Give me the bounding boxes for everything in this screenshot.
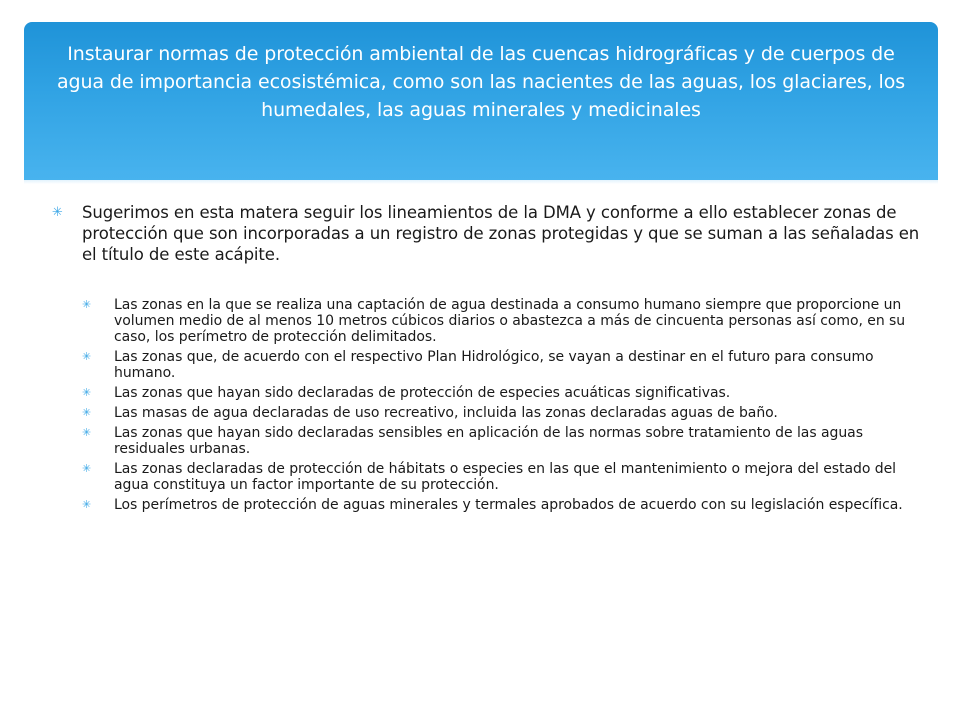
bullet-icon: ✳ (82, 462, 92, 475)
sub-bullet-item (82, 405, 922, 421)
title-band-fade (24, 170, 938, 184)
slide-content (52, 202, 922, 517)
sub-point-text: Las zonas que hayan sido declaradas de protección de especies acuáticas significativas. (114, 385, 731, 401)
bullet-icon: ✳ (82, 386, 92, 399)
main-point-text: Sugerimos en esta matera seguir los lineamientos de la DMA y conforme a ello establecer zonas de protección que son incorporadas a un registro de zonas protegidas y que se suman a las señaladas en el título de este acápite. (82, 203, 920, 264)
sub-bullet-item (82, 497, 922, 513)
sub-bullet-item (82, 385, 922, 401)
bullet-icon: ✳ (82, 350, 92, 363)
bullet-icon: ✳ (82, 298, 92, 311)
bullet-icon: ✳ (82, 498, 92, 511)
sub-point-text: Las zonas en la que se realiza una captación de agua destinada a consumo humano siempre que proporcione un volumen medio de al menos 10 metros cúbicos diarios o abastezca a más de cincuenta personas así como, en su caso, los perímetro de protección delimitados. (114, 297, 906, 345)
bullet-icon: ✳ (82, 426, 92, 439)
sub-bullet-list (52, 297, 922, 513)
sub-point-text: Las zonas que, de acuerdo con el respectivo Plan Hidrológico, se vayan a destinar en el futuro para consumo humano. (114, 349, 874, 381)
sub-bullet-item (82, 297, 922, 345)
sub-bullet-item (82, 461, 922, 493)
sub-bullet-item (82, 425, 922, 457)
sub-bullet-item (82, 349, 922, 381)
slide-title: Instaurar normas de protección ambiental de las cuencas hidrográficas y de cuerpos de agua de importancia ecosistémica, como son las nacientes de las aguas, los glaciares, los humedales, las aguas minerales y medicinales (56, 43, 906, 121)
main-bullet-point (52, 202, 922, 265)
bullet-icon: ✳ (82, 406, 92, 419)
sub-point-text: Los perímetros de protección de aguas minerales y termales aprobados de acuerdo con su legislación específica. (114, 497, 903, 513)
sub-point-text: Las masas de agua declaradas de uso recreativo, incluida las zonas declaradas aguas de baño. (114, 405, 778, 421)
sub-point-text: Las zonas que hayan sido declaradas sensibles en aplicación de las normas sobre tratamiento de las aguas residuales urbanas. (114, 425, 863, 457)
bullet-icon: ✳ (52, 205, 63, 220)
sub-point-text: Las zonas declaradas de protección de hábitats o especies en las que el mantenimiento o mejora del estado del agua constituya un factor importante de su protección. (114, 461, 896, 493)
